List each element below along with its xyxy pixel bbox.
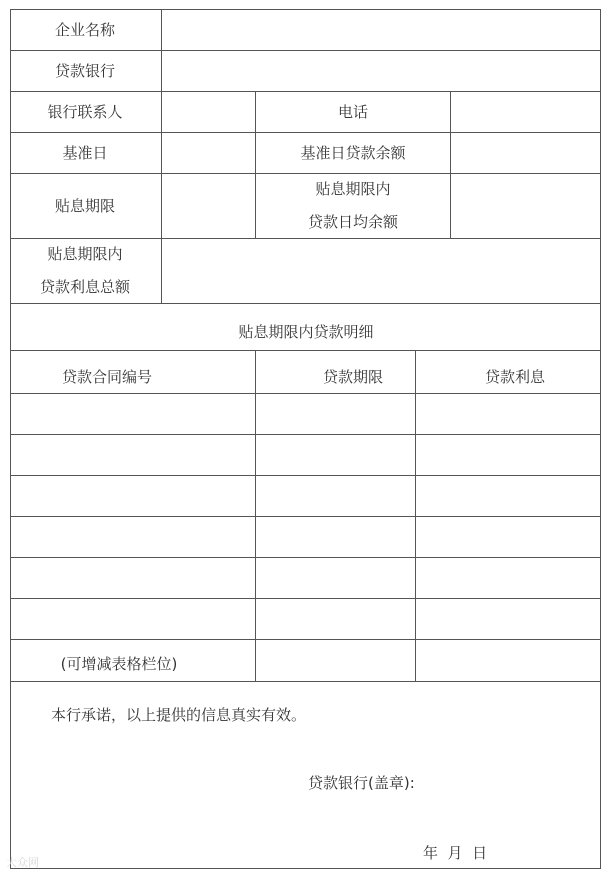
row-divider [10, 598, 601, 599]
row-divider [10, 516, 601, 517]
row-divider [10, 303, 601, 304]
row-divider [10, 681, 601, 682]
row-divider [10, 475, 601, 476]
signature-label: 贷款银行(盖章): [308, 774, 415, 792]
header-loan-interest: 贷款利息 [484, 368, 546, 386]
column-divider [255, 91, 256, 238]
total-interest-label-line1: 贴息期限内 [47, 245, 123, 263]
row-divider [10, 238, 601, 239]
row-divider [10, 557, 601, 558]
row-divider [10, 393, 601, 394]
row-divider [10, 50, 601, 51]
details-section-title: 贴息期限内贷款明细 [238, 323, 374, 341]
bank-contact-label: 银行联系人 [47, 103, 123, 121]
table-border-top [10, 9, 601, 10]
row-divider [10, 132, 601, 133]
row-divider [10, 91, 601, 92]
table-border-left [10, 9, 11, 869]
avg-daily-balance-label-line1: 贴息期限内 [315, 180, 391, 198]
header-contract-number: 贷款合同编号 [61, 368, 153, 386]
commitment-statement: 本行承诺，以上提供的信息真实有效。 [51, 706, 307, 724]
date-label: 年 月 日 [423, 844, 488, 862]
column-divider [415, 350, 416, 681]
phone-label: 电话 [337, 103, 369, 121]
column-divider [161, 9, 162, 303]
avg-daily-balance-label-line2: 贷款日均余额 [307, 213, 399, 231]
subsidy-period-label: 贴息期限 [54, 197, 116, 215]
column-divider [450, 91, 451, 238]
base-date-label: 基准日 [62, 144, 108, 162]
column-divider [255, 350, 256, 681]
company-name-label: 企业名称 [54, 21, 116, 39]
row-divider [10, 350, 601, 351]
row-divider [10, 173, 601, 174]
loan-subsidy-form [10, 9, 601, 869]
table-border-bottom [10, 868, 601, 869]
base-date-balance-label: 基准日贷款余额 [300, 144, 406, 162]
lending-bank-label: 贷款银行 [54, 62, 116, 80]
watermark-logo: 大众网 [6, 856, 39, 869]
row-divider [10, 639, 601, 640]
table-border-right [600, 9, 601, 869]
header-loan-term: 贷款期限 [322, 368, 384, 386]
note-row-label: (可增减表格栏位) [60, 655, 178, 673]
row-divider [10, 434, 601, 435]
total-interest-label-line2: 贷款利息总额 [39, 278, 131, 296]
